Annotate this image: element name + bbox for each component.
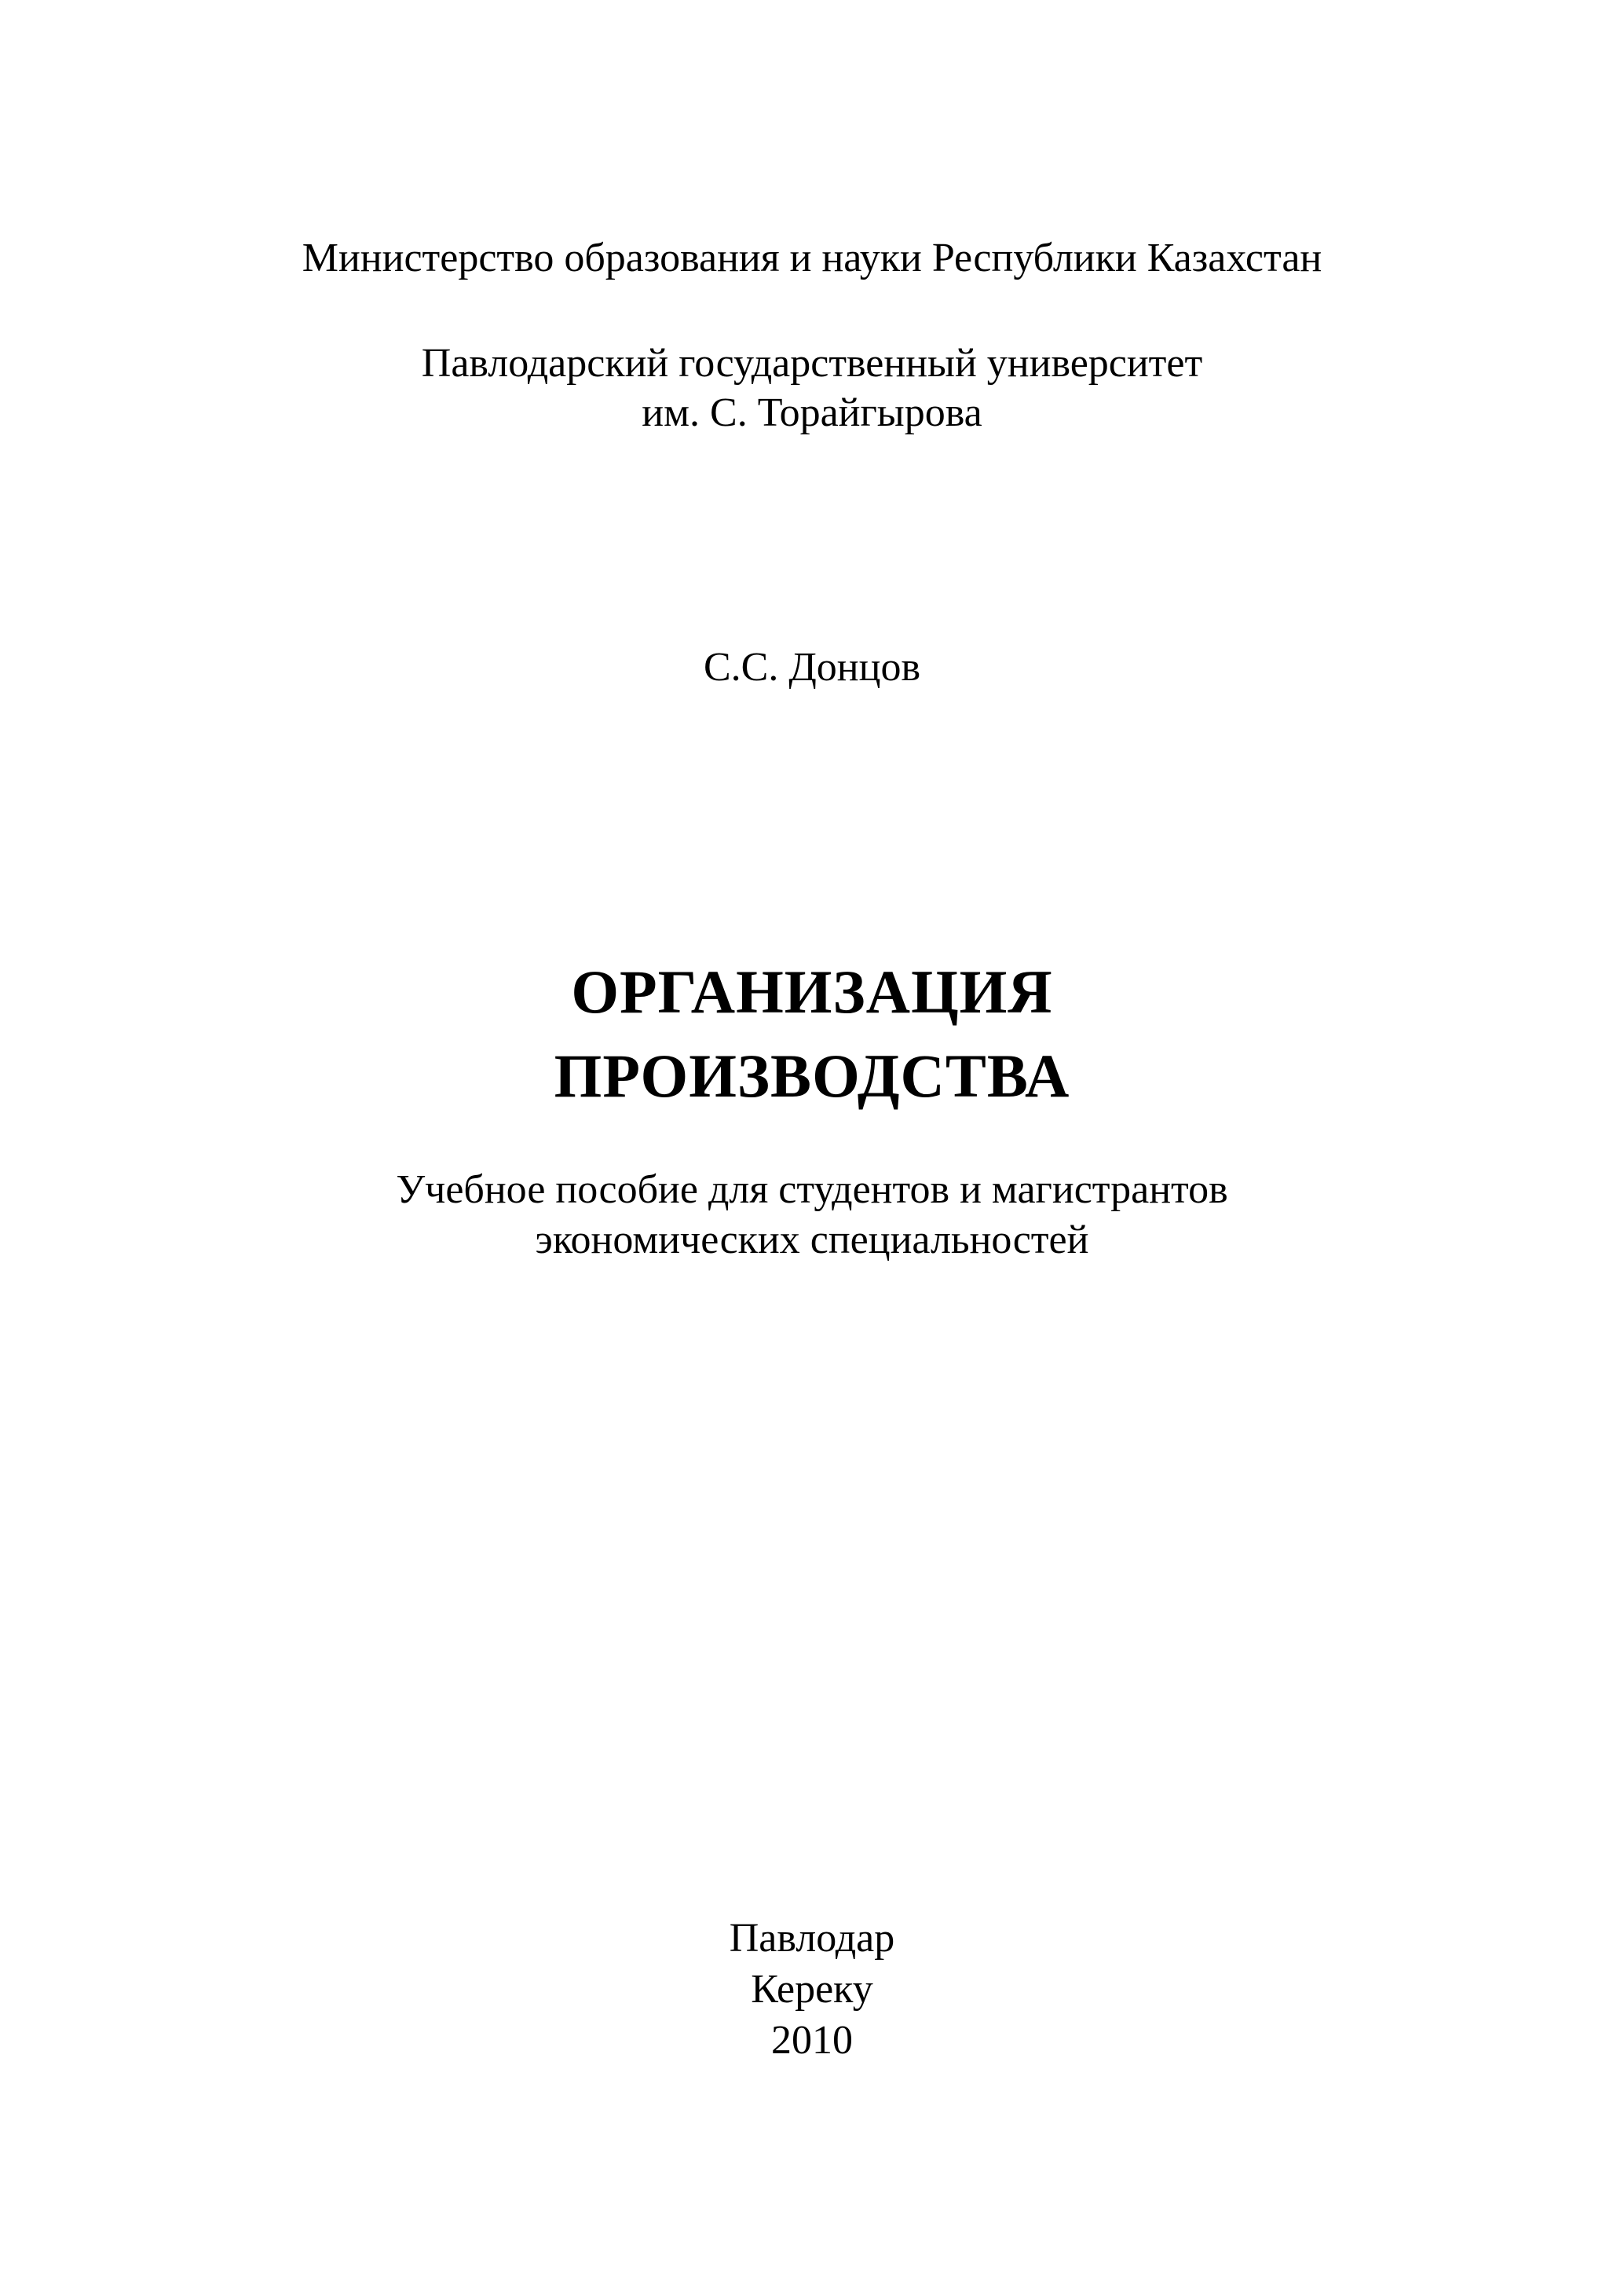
publisher-name: Кереку [751,1967,873,2012]
publication-city: Павлодар [729,1916,895,1961]
subtitle-line-1: Учебное пособие для студентов и магистрантов [396,1167,1228,1212]
book-title-line-2: ПРОИЗВОДСТВА [554,1042,1070,1110]
university-name-continued: им. С. Торайгырова [642,390,982,435]
ministry-line: Министерство образования и науки Республики Казахстан [302,236,1322,280]
subtitle-line-2: экономических специальностей [535,1218,1089,1262]
university-name: Павлодарский государственный университет [421,341,1203,386]
author-name: С.С. Донцов [703,645,921,690]
book-title-line-1: ОРГАНИЗАЦИЯ [571,958,1053,1026]
publication-year: 2010 [771,2018,853,2063]
